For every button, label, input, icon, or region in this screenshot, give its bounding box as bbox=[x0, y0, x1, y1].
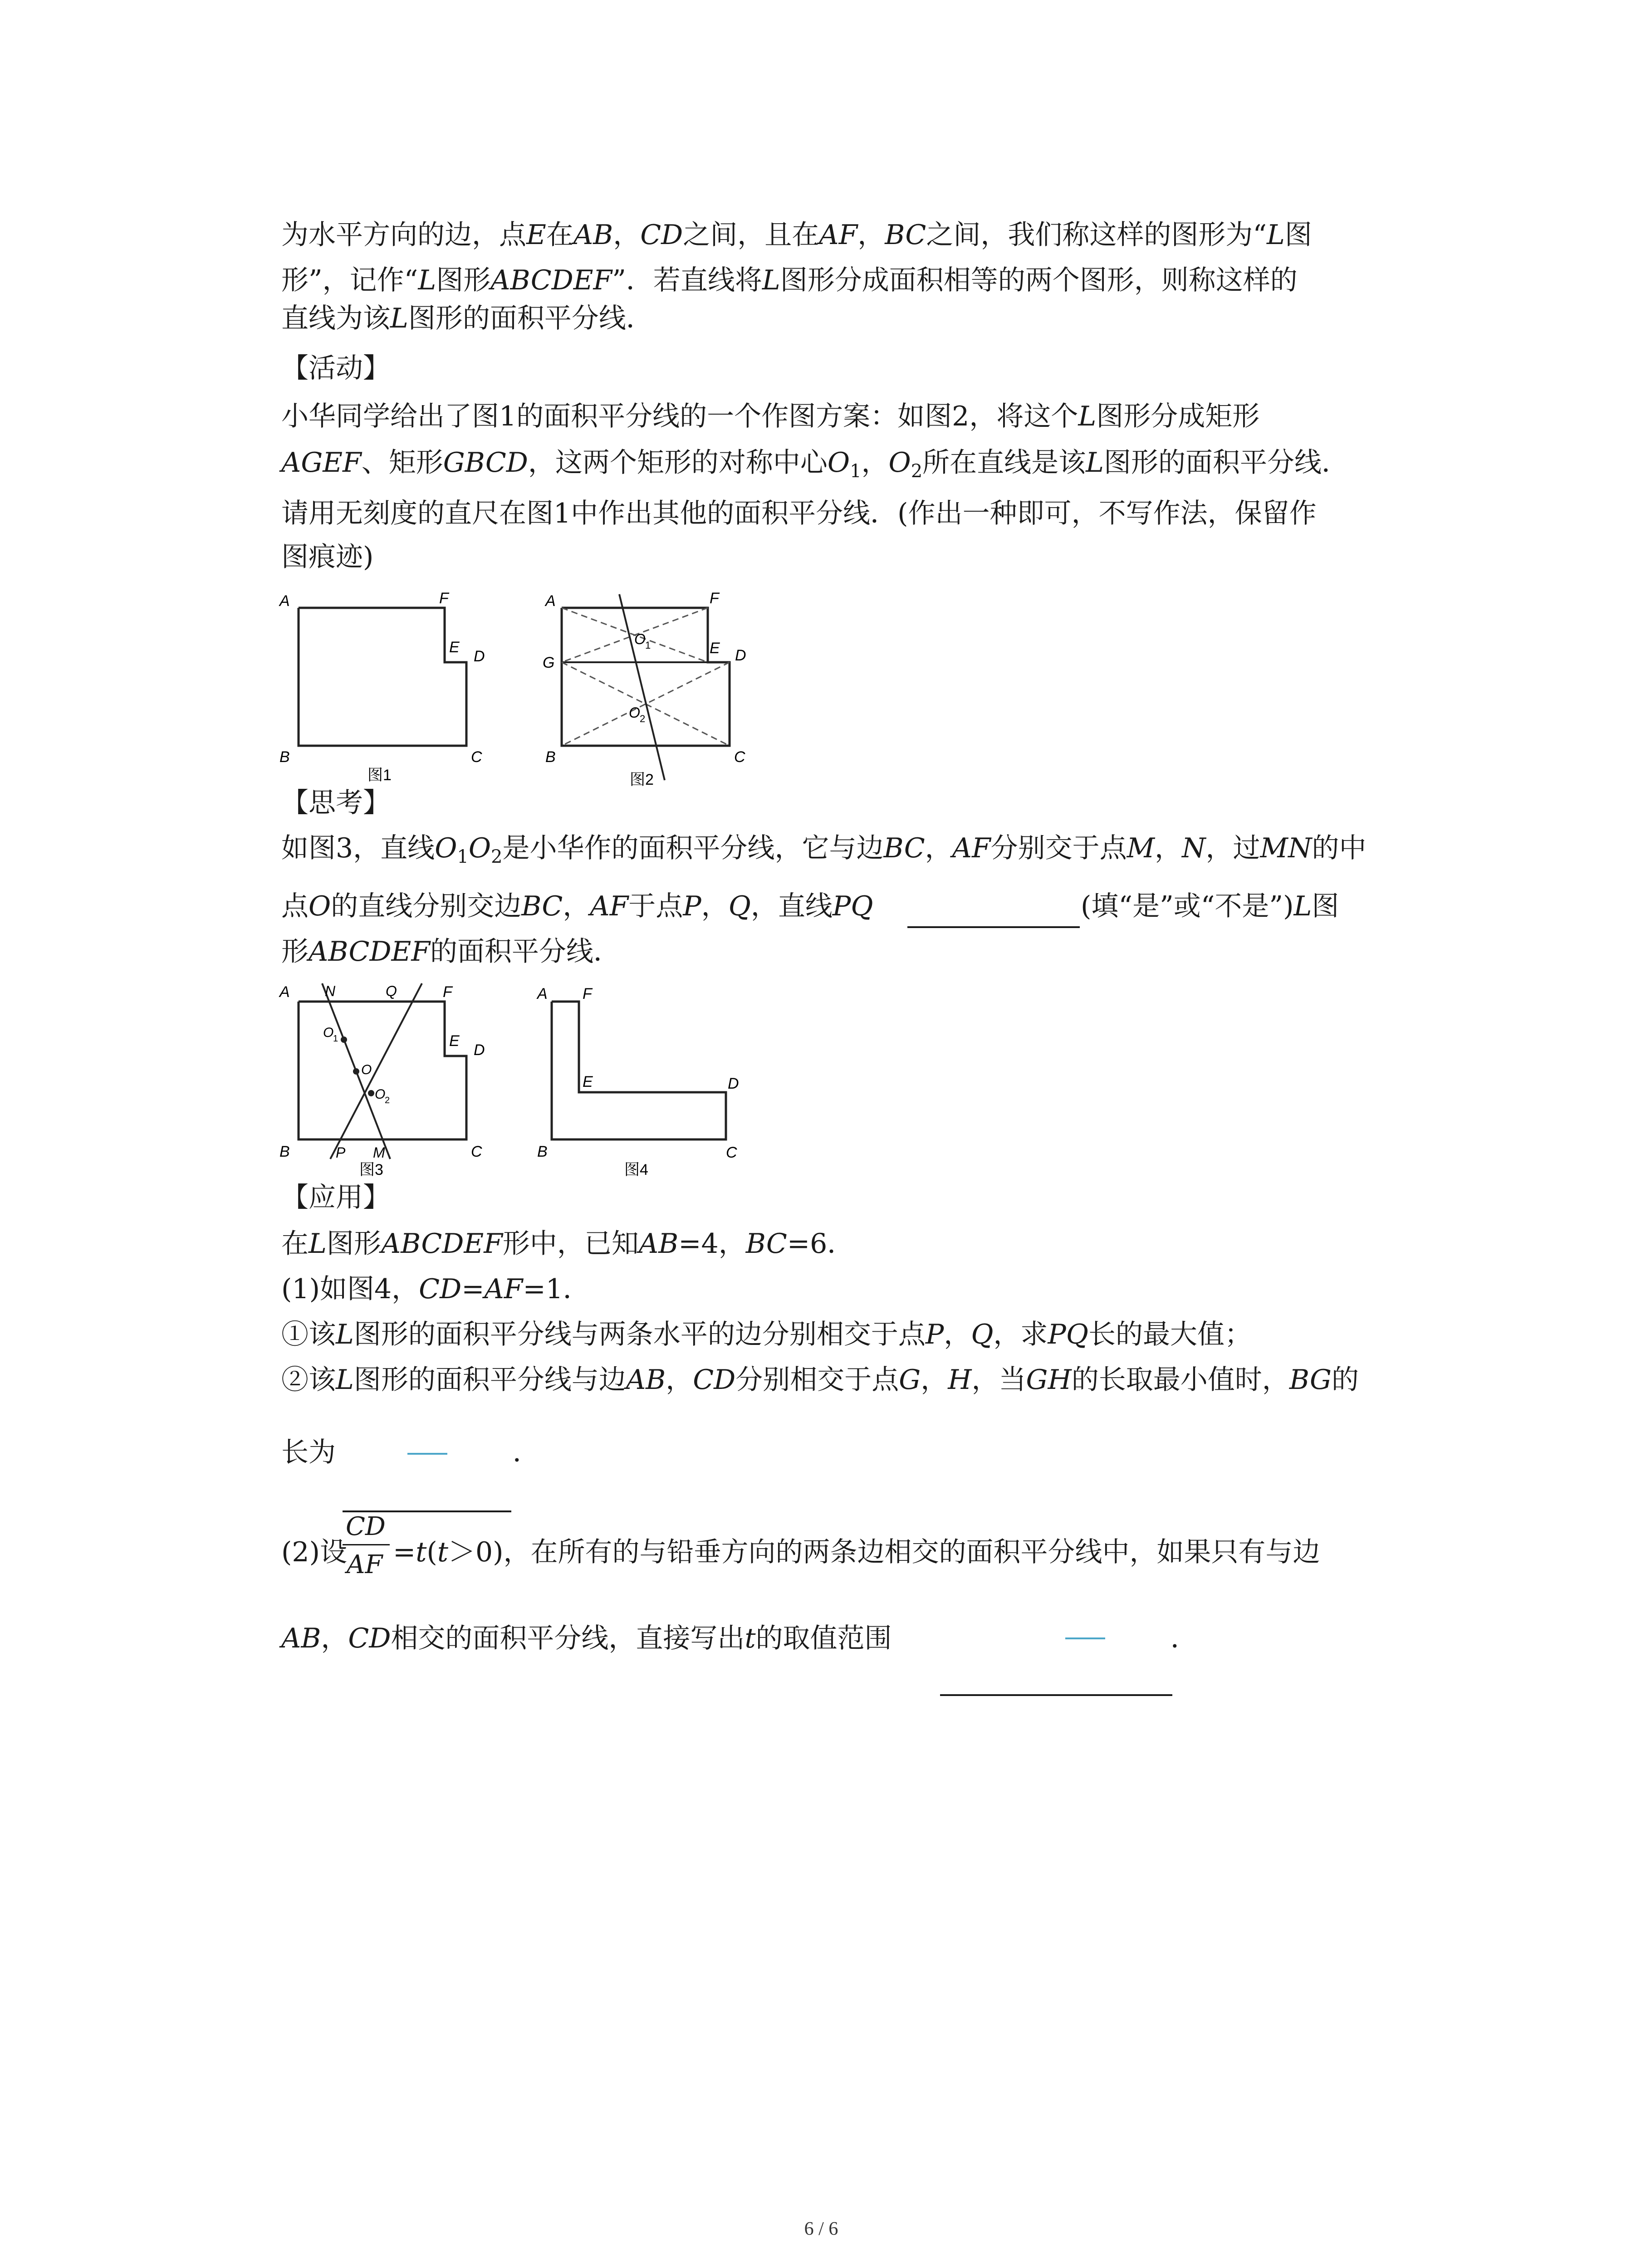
application-line-4: ②该L图形的面积平分线与边AB，CD分别相交于点G，H，当GH的长取最小值时，BG的 bbox=[281, 1364, 1359, 1396]
fig2-label-c: C bbox=[734, 748, 745, 766]
fig4-l-shape bbox=[552, 1002, 726, 1139]
application-line-7-end: ． bbox=[1171, 1623, 1198, 1654]
fig4-label-c: C bbox=[726, 1144, 737, 1161]
fig4-caption: 图4 bbox=[624, 1161, 648, 1178]
fig3-label-e: E bbox=[449, 1032, 460, 1050]
figure-4 bbox=[535, 975, 771, 1179]
fig2-l-shape bbox=[562, 608, 730, 746]
intro-line-1: 为水平方向的边，点E在AB，CD之间，且在AF，BC之间，我们称这样的图形为“L图 bbox=[281, 219, 1312, 251]
fig3-label-n: N bbox=[325, 983, 336, 999]
fig2-label-f: F bbox=[710, 590, 719, 607]
fig2-label-o1-sub: 1 bbox=[645, 640, 651, 651]
fig4-label-f: F bbox=[583, 985, 592, 1002]
fig3-label-d: D bbox=[474, 1041, 485, 1059]
activity-heading: 【活动】 bbox=[281, 352, 390, 384]
activity-line-1: 小华同学给出了图1的面积平分线的一个作图方案：如图2，将这个L图形分成矩形 bbox=[281, 401, 1260, 432]
fig2-label-o1: O bbox=[634, 631, 646, 647]
fig1-label-e: E bbox=[449, 639, 460, 656]
fig1-label-a: A bbox=[279, 592, 290, 610]
fig1-l-shape bbox=[299, 608, 466, 746]
fig2-label-g: G bbox=[543, 654, 555, 671]
activity-line-4: 图痕迹) bbox=[281, 541, 374, 573]
application-line-2: (1)如图4，CD=AF=1． bbox=[281, 1273, 590, 1305]
fig2-label-e: E bbox=[710, 640, 720, 657]
fig3-label-p: P bbox=[336, 1144, 346, 1161]
fig3-label-c: C bbox=[471, 1143, 482, 1160]
fig3-label-m: M bbox=[373, 1144, 385, 1161]
fig2-caption: 图2 bbox=[630, 771, 654, 788]
activity-line-3: 请用无刻度的直尺在图1中作出其他的面积平分线．(作出一种即可，不写作法，保留作 bbox=[281, 498, 1317, 529]
answer-blank-bg[interactable] bbox=[407, 1453, 447, 1455]
fig4-label-b: B bbox=[537, 1143, 548, 1160]
fig2-label-o2-sub: 2 bbox=[640, 713, 646, 724]
thinking-heading: 【思考】 bbox=[281, 787, 390, 819]
application-line-1: 在L图形ABCDEF形中，已知AB=4，BC=6． bbox=[281, 1228, 855, 1260]
page-number: 6 / 6 bbox=[804, 2219, 838, 2239]
answer-blank-thinking[interactable] bbox=[907, 926, 1080, 928]
fig1-caption: 图1 bbox=[367, 767, 392, 784]
fig2-bisector-line bbox=[619, 594, 665, 780]
fig3-l-shape bbox=[299, 1002, 466, 1139]
thinking-line-1: 如图3，直线$O_1O_2$是小华作的面积平分线，它与边BC，AF分别交于点M，N，过MN的中 bbox=[281, 832, 1367, 867]
thinking-line-2a: 点O的直线分别交边BC，AF于点P，Q，直线PQ bbox=[281, 890, 873, 922]
figure-3 bbox=[272, 975, 508, 1179]
thinking-line-3: 形ABCDEF的面积平分线． bbox=[281, 936, 621, 968]
fig3-label-q: Q bbox=[386, 983, 397, 999]
application-line-5-end: ． bbox=[513, 1437, 540, 1468]
thinking-line-2b: (填“是”或“不是”)L图 bbox=[1081, 890, 1339, 922]
fig3-label-a: A bbox=[279, 983, 290, 1001]
fig1-label-d: D bbox=[474, 648, 485, 665]
fig3-label-b: B bbox=[279, 1143, 290, 1160]
fig2-label-a: A bbox=[545, 592, 556, 610]
figure-1 bbox=[272, 585, 508, 789]
figure-2 bbox=[535, 585, 771, 794]
activity-line-2: AGEF、矩形GBCD，这两个矩形的对称中心$O_1$，$O_2$所在直线是该L图形的面积平分线． bbox=[281, 447, 1349, 482]
intro-line-3: 直线为该L图形的面积平分线． bbox=[281, 303, 653, 334]
application-heading: 【应用】 bbox=[281, 1182, 390, 1213]
fig3-caption: 图3 bbox=[359, 1161, 383, 1178]
answer-underline-t-range bbox=[940, 1694, 1172, 1696]
intro-line-2: 形”，记作“L图形ABCDEF”．若直线将L图形分成面积相等的两个图形，则称这样的 bbox=[281, 264, 1298, 296]
application-line-6-prefix: (2)设 bbox=[281, 1536, 347, 1568]
fig3-label-o: O bbox=[361, 1062, 372, 1077]
fig4-label-d: D bbox=[728, 1075, 739, 1092]
fig3-point-o1 bbox=[341, 1036, 347, 1043]
fig3-label-o1: O bbox=[323, 1025, 334, 1040]
application-line-3: ①该L图形的面积平分线与两条水平的边分别相交于点P，Q，求PQ长的最大值； bbox=[281, 1319, 1252, 1350]
fig1-label-b: B bbox=[279, 748, 290, 766]
fig3-label-o1-sub: 1 bbox=[333, 1034, 338, 1044]
fig4-label-e: E bbox=[583, 1073, 593, 1090]
fraction-bar bbox=[343, 1544, 390, 1545]
application-line-5: 长为 bbox=[281, 1437, 336, 1468]
fig1-label-c: C bbox=[471, 748, 482, 766]
fig2-label-b: B bbox=[545, 748, 556, 766]
fraction-denominator: AF bbox=[347, 1550, 383, 1579]
fig3-label-f: F bbox=[443, 983, 452, 1001]
fig2-label-d: D bbox=[735, 647, 746, 664]
fig3-label-o2-sub: 2 bbox=[385, 1095, 390, 1105]
application-line-7: AB，CD相交的面积平分线，直接写出t的取值范围 bbox=[281, 1623, 892, 1654]
fig4-label-a: A bbox=[537, 985, 548, 1002]
fig2-diagonals bbox=[562, 608, 730, 746]
fig3-point-o bbox=[353, 1068, 359, 1075]
application-line-6: =t(t＞0)，在所有的与铅垂方向的两条边相交的面积平分线中，如果只有与边 bbox=[393, 1536, 1320, 1568]
fig2-label-o2: O bbox=[629, 704, 640, 721]
answer-blank-t-range[interactable] bbox=[1065, 1637, 1105, 1639]
fig1-label-f: F bbox=[439, 590, 449, 607]
fig3-label-o2: O bbox=[375, 1087, 386, 1102]
fig3-line-pq bbox=[330, 983, 422, 1159]
fraction-numerator: CD bbox=[346, 1512, 386, 1541]
fig3-point-o2 bbox=[368, 1090, 374, 1096]
